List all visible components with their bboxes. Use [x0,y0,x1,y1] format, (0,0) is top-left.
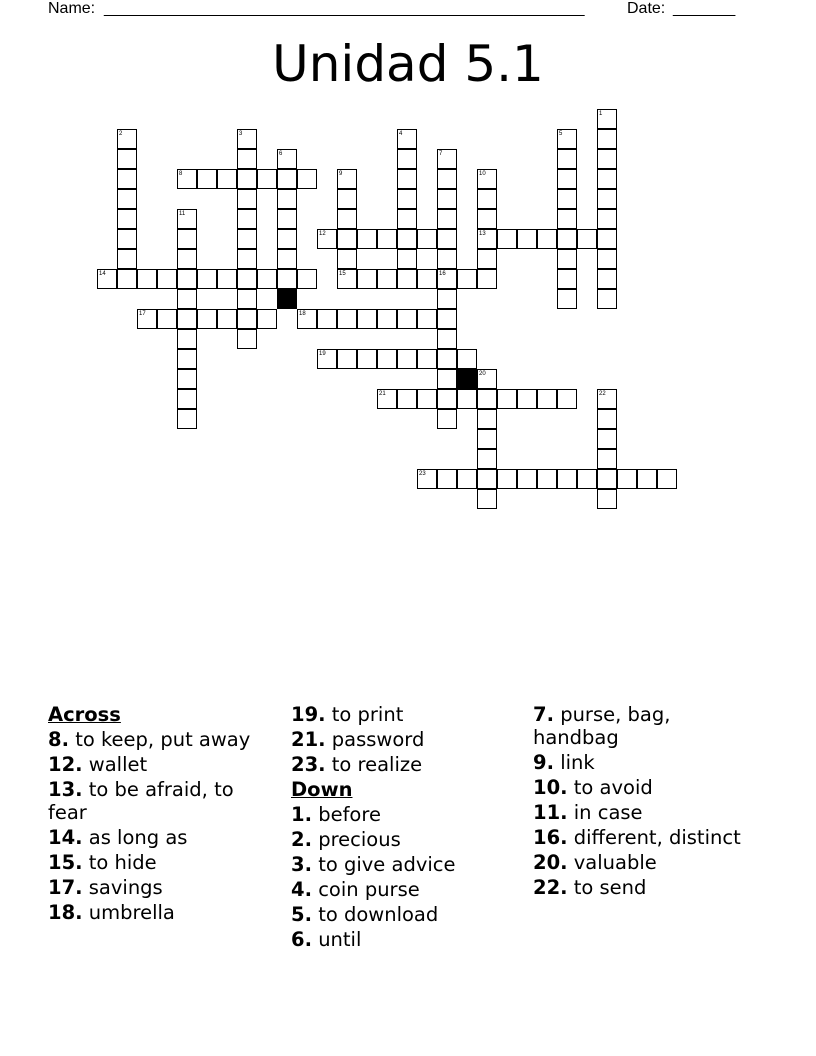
grid-cell[interactable] [477,429,497,449]
clue-number-label: 21. [291,728,326,751]
page-title: Unidad 5.1 [272,35,544,93]
grid-cell[interactable] [237,309,257,329]
grid-cell[interactable] [597,449,617,469]
grid-cell[interactable] [597,289,617,309]
clue-text: as long as [88,826,188,849]
grid-cell[interactable] [557,149,577,169]
clue-text: different, distinct [573,826,741,849]
grid-cell[interactable] [557,389,577,409]
grid-cell[interactable] [277,249,297,269]
grid-cell[interactable] [277,229,297,249]
name-line[interactable]: ______________________________________________________ [104,0,585,17]
grid-cell[interactable] [157,309,177,329]
down-clue [533,851,758,874]
across-clue [48,728,273,751]
clue-text: in case [573,801,643,824]
clue-number-label: 16. [533,826,568,849]
grid-cell[interactable] [437,349,457,369]
grid-cell[interactable] [557,469,577,489]
grid-cell[interactable] [517,229,537,249]
grid-cell[interactable] [117,269,137,289]
clue-number: 20 [479,371,486,377]
grid-cell[interactable] [437,209,457,229]
clue-number-label: 3. [291,853,312,876]
grid-cell[interactable] [177,269,197,289]
clue-text: before [318,803,381,826]
grid-cell[interactable] [137,269,157,289]
across-clue [48,851,273,874]
clue-number: 8 [179,171,183,177]
clue-number: 3 [239,131,243,137]
grid-cell[interactable] [417,309,437,329]
clue-number-label: 7. [533,703,554,726]
grid-cell[interactable] [557,269,577,289]
grid-cell[interactable] [437,189,457,209]
clue-number: 6 [279,151,283,157]
clue-number: 10 [479,171,486,177]
clue-number: 13 [479,231,486,237]
clue-number-label: 2. [291,828,312,851]
clue-text: to download [318,903,439,926]
grid-cell[interactable] [477,389,497,409]
across-clue [291,753,516,776]
grid-cell[interactable] [457,349,477,369]
grid-cell[interactable] [397,269,417,289]
grid-cell[interactable] [577,469,597,489]
grid-cell[interactable] [497,469,517,489]
grid-cell[interactable] [397,309,417,329]
grid-cell[interactable] [177,409,197,429]
grid-cell[interactable] [437,369,457,389]
grid-cell[interactable] [437,289,457,309]
grid-cell[interactable] [477,409,497,429]
grid-cell[interactable] [517,469,537,489]
grid-cell[interactable] [597,409,617,429]
grid-cell[interactable] [117,209,137,229]
clue-text: coin purse [318,878,420,901]
grid-cell[interactable] [477,269,497,289]
clue-text: link [560,751,595,774]
grid-cell[interactable] [277,209,297,229]
grid-cell[interactable] [237,329,257,349]
blocked-cell [457,369,477,389]
grid-cell[interactable] [397,389,417,409]
grid-cell[interactable] [417,389,437,409]
grid-cell[interactable] [177,329,197,349]
grid-cell[interactable] [597,269,617,289]
down-clue [291,853,516,876]
clue-number: 9 [339,171,343,177]
grid-cell[interactable] [477,449,497,469]
grid-cell[interactable] [237,209,257,229]
grid-cell[interactable] [217,309,237,329]
date-label: Date: [627,0,670,17]
clue-text: to send [573,876,647,899]
clue-text: valuable [573,851,657,874]
clue-text: to print [331,703,404,726]
grid-cell[interactable] [237,189,257,209]
down-clue [291,903,516,926]
clue-number-label: 9. [533,751,554,774]
grid-cell[interactable] [237,169,257,189]
grid-cell[interactable] [237,149,257,169]
grid-cell[interactable] [337,249,357,269]
grid-cell[interactable] [597,209,617,229]
grid-cell[interactable] [117,169,137,189]
grid-cell[interactable] [337,209,357,229]
clue-number-label: 23. [291,753,326,776]
grid-cell[interactable] [337,229,357,249]
grid-cell[interactable] [437,329,457,349]
clue-number: 23 [419,471,426,477]
down-clue [533,801,758,824]
grid-cell[interactable] [597,169,617,189]
clue-text: to keep, put away [75,728,251,751]
grid-cell[interactable] [177,369,197,389]
grid-cell[interactable] [597,229,617,249]
grid-cell[interactable] [397,209,417,229]
clue-text: to hide [88,851,157,874]
clue-column-2 [291,703,516,953]
grid-cell[interactable] [597,149,617,169]
grid-cell[interactable] [117,229,137,249]
grid-cell[interactable] [377,269,397,289]
grid-cell[interactable] [377,349,397,369]
grid-cell[interactable] [557,249,577,269]
grid-cell[interactable] [437,229,457,249]
down-clue [291,828,516,851]
grid-cell[interactable] [557,169,577,189]
clue-number-label: 4. [291,878,312,901]
grid-cell[interactable] [557,209,577,229]
name-label: Name: [48,0,100,17]
grid-cell[interactable] [597,469,617,489]
clue-number-label: 8. [48,728,69,751]
clue-number: 19 [319,351,326,357]
clue-number: 1 [599,111,603,117]
grid-cell[interactable] [457,469,477,489]
grid-cell[interactable] [637,469,657,489]
down-heading: Down [291,778,353,801]
grid-cell[interactable] [597,489,617,509]
grid-cell[interactable] [497,389,517,409]
clue-number: 17 [139,311,146,317]
grid-cell[interactable] [477,209,497,229]
grid-cell[interactable] [117,189,137,209]
grid-cell[interactable] [437,309,457,329]
grid-cell[interactable] [557,289,577,309]
grid-cell[interactable] [177,289,197,309]
grid-cell[interactable] [257,269,277,289]
grid-cell[interactable] [437,389,457,409]
grid-cell[interactable] [477,249,497,269]
date-line[interactable]: _______ [673,0,736,17]
grid-cell[interactable] [197,269,217,289]
clue-number: 21 [379,391,386,397]
grid-cell[interactable] [297,169,317,189]
grid-cell[interactable] [237,269,257,289]
grid-cell[interactable] [117,149,137,169]
clue-number-label: 19. [291,703,326,726]
across-heading: Across [48,703,121,726]
clue-number: 22 [599,391,606,397]
grid-cell[interactable] [457,269,477,289]
clue-text: umbrella [88,901,175,924]
clue-number: 7 [439,151,443,157]
grid-cell[interactable] [257,309,277,329]
grid-cell[interactable] [577,229,597,249]
grid-cell[interactable] [397,189,417,209]
grid-cell[interactable] [177,249,197,269]
grid-cell[interactable] [277,189,297,209]
grid-cell[interactable] [357,269,377,289]
across-clue [291,703,516,726]
clue-text: wallet [88,753,148,776]
clue-text: to avoid [573,776,653,799]
grid-cell[interactable] [357,349,377,369]
down-clue [533,876,758,899]
blocked-cell [277,289,297,309]
grid-cell[interactable] [237,229,257,249]
clue-number: 2 [119,131,123,137]
grid-cell[interactable] [457,389,477,409]
grid-cell[interactable] [417,349,437,369]
grid-cell[interactable] [277,169,297,189]
clue-number-label: 1. [291,803,312,826]
across-clue [48,826,273,849]
clue-column-3 [533,703,758,901]
clue-number: 5 [559,131,563,137]
grid-cell[interactable] [437,169,457,189]
grid-cell[interactable] [197,309,217,329]
grid-cell[interactable] [337,309,357,329]
grid-cell[interactable] [357,229,377,249]
grid-cell[interactable] [357,309,377,329]
grid-cell[interactable] [597,189,617,209]
clue-text: until [318,928,362,951]
clue-number-label: 11. [533,801,568,824]
grid-cell[interactable] [537,469,557,489]
clue-text: purse, bag, handbag [533,703,671,749]
clue-number: 15 [339,271,346,277]
down-clue [533,776,758,799]
clue-text: precious [318,828,401,851]
grid-cell[interactable] [397,149,417,169]
across-clue [291,728,516,751]
grid-cell[interactable] [257,169,277,189]
across-clue [48,876,273,899]
clue-number-label: 15. [48,851,83,874]
down-clue [291,803,516,826]
grid-cell[interactable] [177,309,197,329]
down-clue [291,928,516,951]
grid-cell[interactable] [297,269,317,289]
grid-cell[interactable] [417,269,437,289]
grid-cell[interactable] [157,269,177,289]
clue-text: password [331,728,425,751]
grid-cell[interactable] [557,189,577,209]
grid-cell[interactable] [337,349,357,369]
down-clue [533,751,758,774]
grid-cell[interactable] [597,249,617,269]
grid-cell[interactable] [397,169,417,189]
clue-text: savings [88,876,163,899]
grid-cell[interactable] [657,469,677,489]
across-clue [48,753,273,776]
grid-cell[interactable] [477,489,497,509]
clue-number-label: 22. [533,876,568,899]
grid-cell[interactable] [237,289,257,309]
grid-cell[interactable] [437,409,457,429]
grid-cell[interactable] [537,389,557,409]
grid-cell[interactable] [277,269,297,289]
clue-number: 16 [439,271,446,277]
clue-number-label: 14. [48,826,83,849]
grid-cell[interactable] [397,349,417,369]
clue-number: 4 [399,131,403,137]
down-clue [533,703,758,749]
grid-cell[interactable] [417,229,437,249]
grid-cell[interactable] [437,469,457,489]
grid-cell[interactable] [177,349,197,369]
grid-cell[interactable] [237,249,257,269]
grid-cell[interactable] [217,269,237,289]
clue-number-label: 10. [533,776,568,799]
grid-cell[interactable] [397,229,417,249]
grid-cell[interactable] [477,469,497,489]
across-clue [48,778,273,824]
clue-number: 18 [299,311,306,317]
grid-cell[interactable] [317,309,337,329]
grid-cell[interactable] [217,169,237,189]
clue-number-label: 17. [48,876,83,899]
grid-cell[interactable] [437,249,457,269]
grid-cell[interactable] [177,389,197,409]
clue-text: to realize [331,753,423,776]
grid-cell[interactable] [117,249,137,269]
grid-cell[interactable] [617,469,637,489]
clue-number-label: 13. [48,778,83,801]
clue-number: 12 [319,231,326,237]
clue-number: 14 [99,271,106,277]
clue-number-label: 12. [48,753,83,776]
grid-cell[interactable] [597,429,617,449]
grid-cell[interactable] [377,229,397,249]
clue-number-label: 20. [533,851,568,874]
grid-cell[interactable] [517,389,537,409]
grid-cell[interactable] [377,309,397,329]
grid-cell[interactable] [557,229,577,249]
clue-number-label: 5. [291,903,312,926]
clue-number-label: 6. [291,928,312,951]
grid-cell[interactable] [177,229,197,249]
clue-text: to give advice [318,853,456,876]
grid-cell[interactable] [497,229,517,249]
clue-number: 11 [179,211,186,217]
across-clue [48,901,273,924]
clue-number-label: 18. [48,901,83,924]
grid-cell[interactable] [537,229,557,249]
grid-cell[interactable] [337,189,357,209]
grid-cell[interactable] [397,249,417,269]
down-clue [533,826,758,849]
clue-column-1 [48,703,273,926]
down-clue [291,878,516,901]
grid-cell[interactable] [197,169,217,189]
grid-cell[interactable] [597,129,617,149]
clue-text: to be afraid, to fear [48,778,234,824]
grid-cell[interactable] [477,189,497,209]
